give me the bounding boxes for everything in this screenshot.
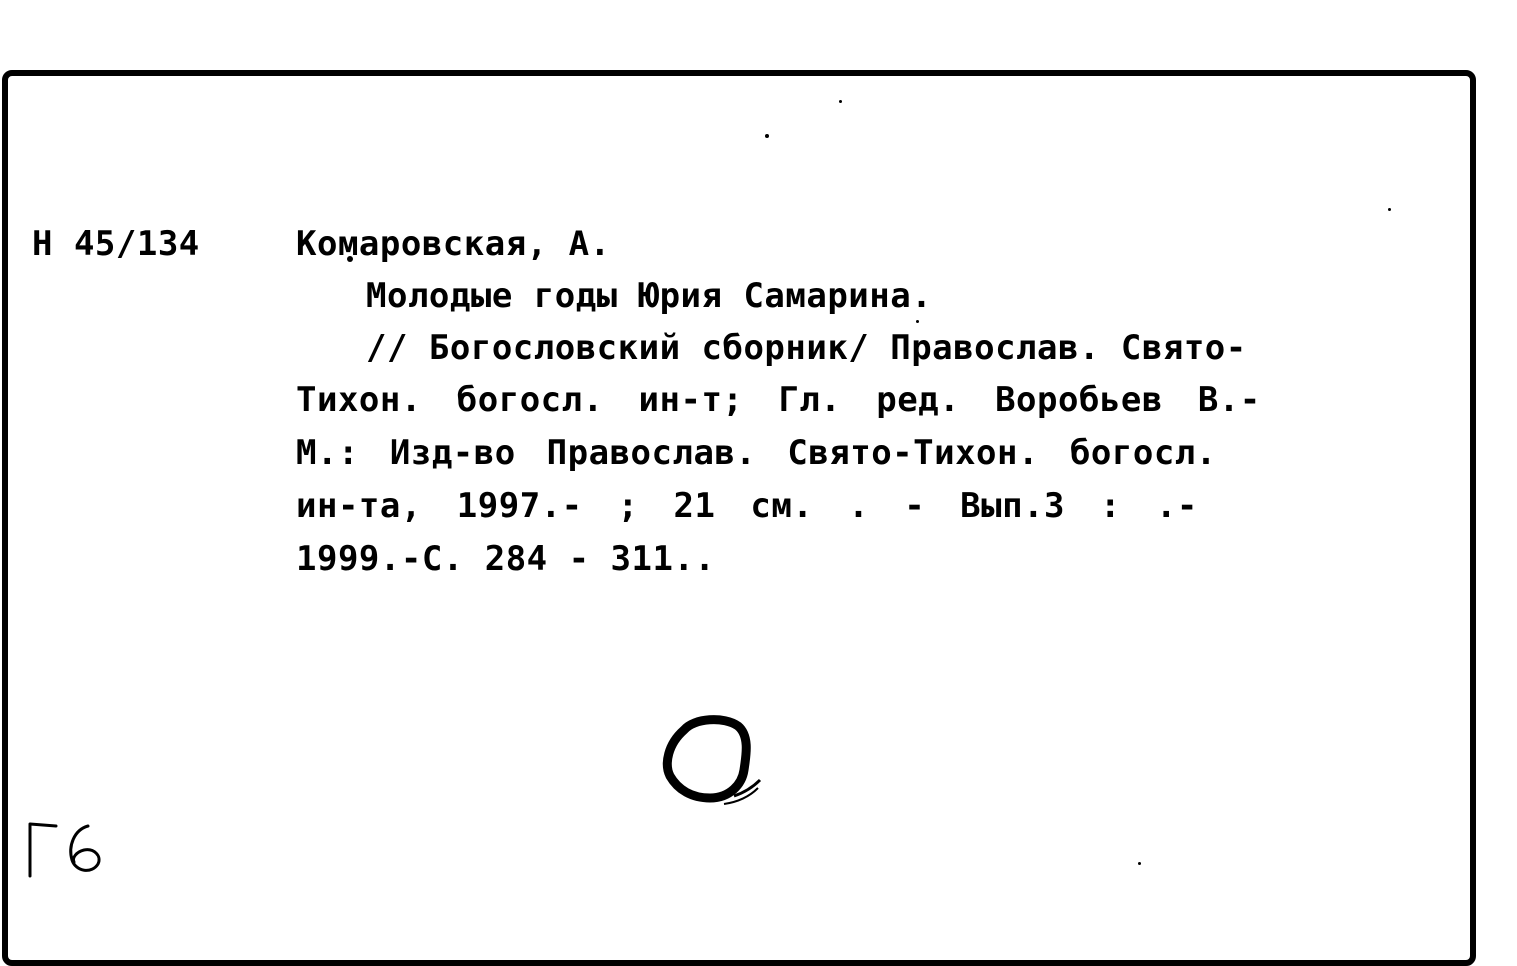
edition-line: ин-та, 1997.- ; 21 см. . - Вып.3 : .- [296,486,1198,526]
ink-speck [1138,862,1141,865]
call-number: Н 45/134 [32,224,200,264]
handwritten-mark [22,818,112,878]
ink-speck [765,134,769,138]
ink-speck [916,320,919,323]
pages-line: 1999.-С. 284 - 311.. [296,539,716,579]
ink-speck [1388,208,1391,211]
author-line: Комаровская, А. [296,224,611,264]
publisher-line: М.: Изд-во Православ. Свято-Тихон. богосл. [296,433,1217,473]
punch-hole-icon [654,712,764,812]
source-line-1: // Богословский сборник/ Православ. Свято- [366,328,1247,368]
title-line: Молодые годы Юрия Самарина. [366,276,933,316]
ink-speck [839,100,842,103]
source-line-2: Тихон. богосл. ин-т; Гл. ред. Воробьев В.- [296,380,1261,420]
